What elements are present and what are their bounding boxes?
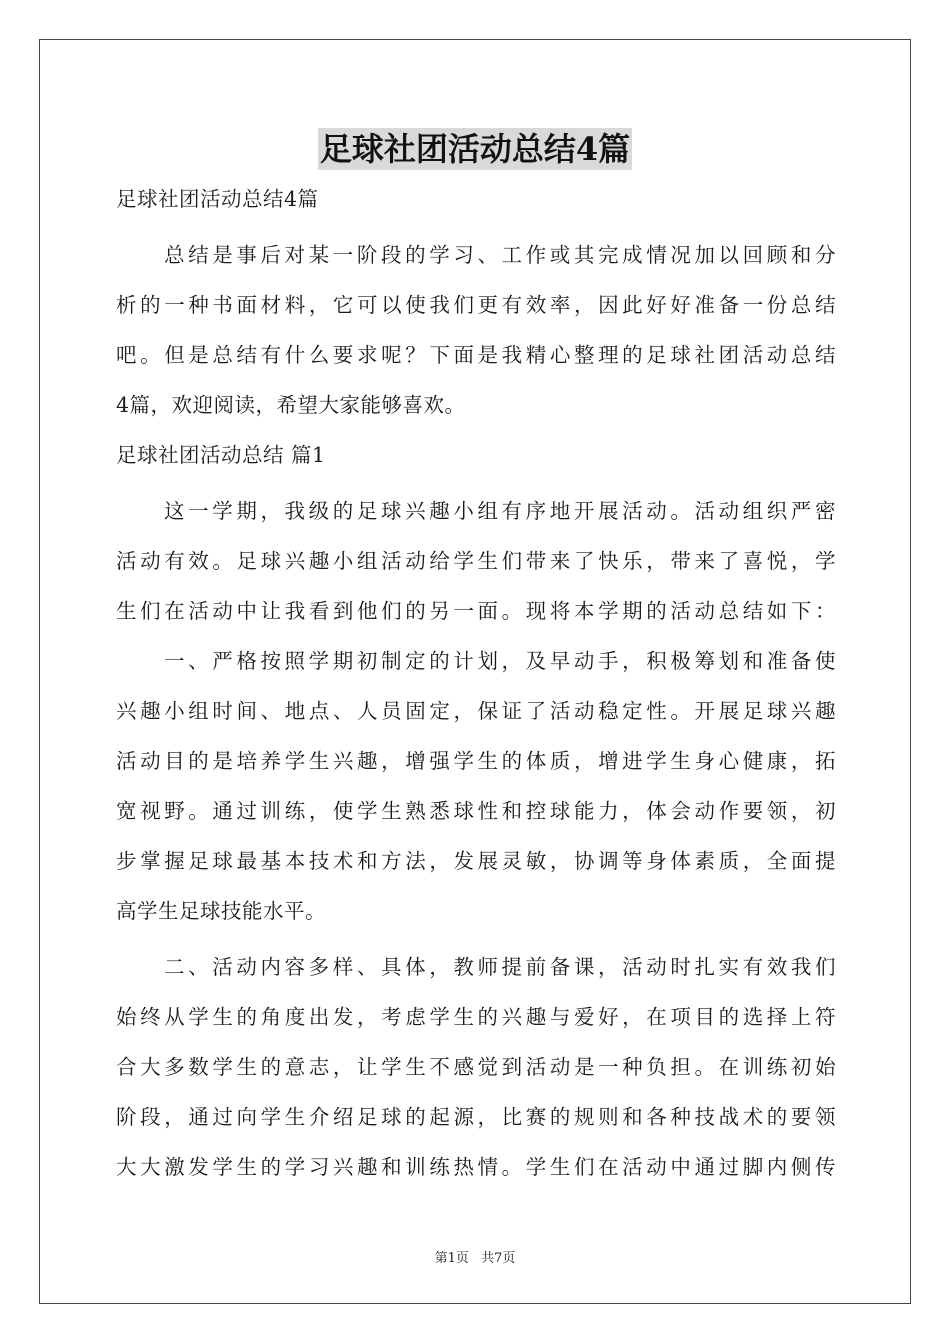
paragraph-line: 4篇，欢迎阅读，希望大家能够喜欢。 (116, 393, 466, 417)
document-body (116, 180, 836, 1192)
spacer (116, 474, 836, 486)
paragraph-line: 生们在活动中让我看到他们的另一面。现将本学期的活动总结如下： (116, 599, 836, 623)
paragraph-line: 大大激发学生的学习兴趣和训练热情。学生们在活动中通过脚内侧传 (116, 1155, 836, 1179)
paragraph-line: 总结是事后对某一阶段的学习、工作或其完成情况加以回顾和分 (164, 243, 836, 267)
paragraph-line: 宽视野。通过训练，使学生熟悉球性和控球能力，体会动作要领，初 (116, 799, 836, 823)
paragraph-line: 兴趣小组时间、地点、人员固定，保证了活动稳定性。开展足球兴趣 (116, 699, 836, 723)
paragraph-line: 吧。但是总结有什么要求呢？下面是我精心整理的足球社团活动总结 (116, 343, 836, 367)
paragraph-line: 二、活动内容多样、具体，教师提前备课，活动时扎实有效我们 (164, 955, 836, 979)
page-footer (0, 1247, 950, 1266)
title-wrap (0, 128, 950, 170)
document-title: 足球社团活动总结4篇 (319, 130, 631, 168)
paragraph-line: 合大多数学生的意志，让学生不感觉到活动是一种负担。在训练初始 (116, 1055, 836, 1079)
paragraph-line: 这一学期，我级的足球兴趣小组有序地开展活动。活动组织严密 (164, 499, 836, 523)
page-number-current: 第1页 (434, 1251, 469, 1266)
paragraph-line: 析的一种书面材料，它可以使我们更有效率，因此好好准备一份总结 (116, 293, 836, 317)
document-subtitle: 足球社团活动总结4篇 (116, 187, 319, 211)
paragraph-line: 阶段，通过向学生介绍足球的起源，比赛的规则和各种技战术的要领 (116, 1105, 836, 1129)
paragraph-3 (116, 942, 836, 1192)
paragraph-line: 活动目的是培养学生兴趣，增强学生的体质，增进学生身心健康，拓 (116, 749, 836, 773)
page-number-total: 共7页 (481, 1251, 516, 1266)
paragraph-line: 活动有效。足球兴趣小组活动给学生们带来了快乐，带来了喜悦，学 (116, 549, 836, 573)
paragraph-line: 一、严格按照学期初制定的计划，及早动手，积极筹划和准备使 (164, 649, 836, 673)
paragraph-1 (116, 486, 836, 636)
spacer (116, 218, 836, 230)
intro-paragraph (116, 230, 836, 430)
paragraph-line: 始终从学生的角度出发，考虑学生的兴趣与爱好，在项目的选择上符 (116, 1005, 836, 1029)
paragraph-line: 高学生足球技能水平。 (116, 899, 326, 923)
section-heading: 足球社团活动总结 篇1 (116, 443, 326, 467)
paragraph-2 (116, 636, 836, 936)
paragraph-line: 步掌握足球最基本技术和方法，发展灵敏，协调等身体素质，全面提 (116, 849, 836, 873)
